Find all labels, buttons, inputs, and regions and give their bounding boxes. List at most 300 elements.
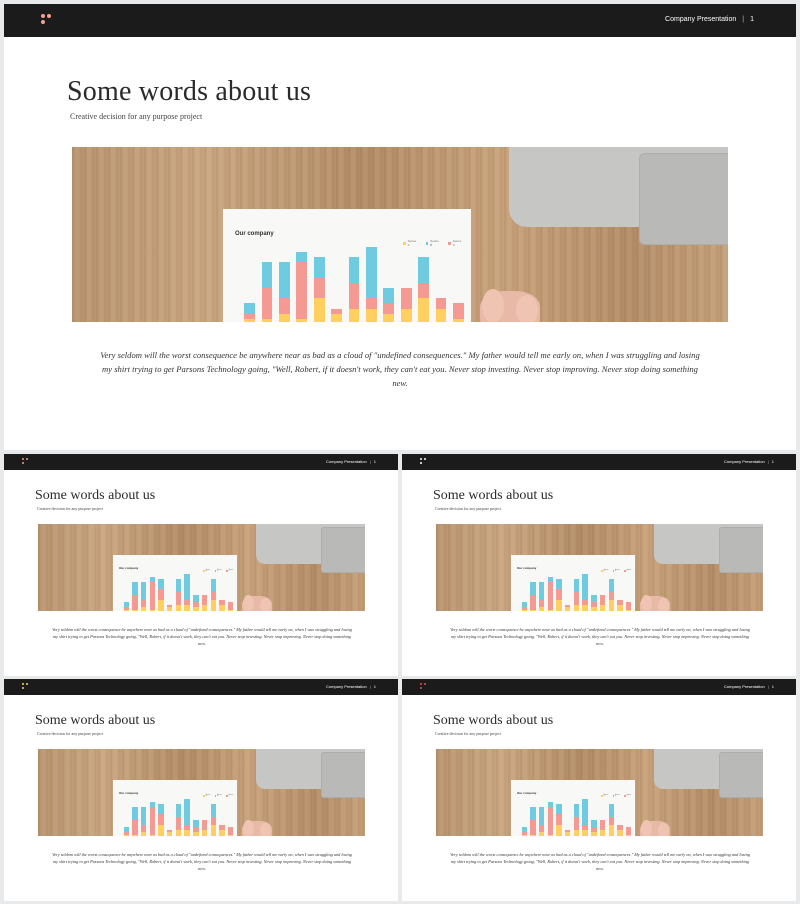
- paper-bar-chart: [520, 574, 633, 611]
- chart-bar-segment: [418, 283, 429, 298]
- paper-title: Our company: [119, 791, 139, 795]
- page-number: 1: [771, 459, 774, 464]
- chart-bar: [167, 605, 172, 611]
- logo-icon: [22, 458, 29, 466]
- chart-bar-segment: [539, 832, 544, 836]
- chart-bar-segment: [176, 605, 181, 611]
- chart-bar-segment: [132, 582, 137, 595]
- top-nav: [326, 459, 376, 464]
- chart-bar-segment: [176, 817, 181, 830]
- chart-bar: [548, 577, 553, 611]
- legend-item: Series A: [203, 570, 211, 572]
- top-bar: [402, 679, 796, 695]
- chart-bar-segment: [349, 283, 360, 309]
- chart-bar-segment: [141, 607, 146, 611]
- page-number: 1: [373, 459, 376, 464]
- chart-bar: [565, 830, 570, 836]
- nav-separator: |: [369, 684, 371, 689]
- chart-bar-segment: [176, 830, 181, 836]
- nav-title: Company Presentation: [326, 459, 367, 464]
- page-number: 1: [750, 16, 754, 23]
- paper-title: Our company: [517, 566, 537, 570]
- logo-icon: [420, 683, 427, 691]
- chart-bar-segment: [349, 309, 360, 323]
- chart-bar-segment: [556, 579, 561, 589]
- chart-bar-segment: [132, 820, 137, 835]
- chart-bar-segment: [331, 314, 342, 322]
- chart-bar-segment: [202, 820, 207, 830]
- chart-bar-segment: [609, 579, 614, 592]
- paper-legend: [601, 795, 636, 797]
- chart-bar-segment: [228, 610, 233, 611]
- chart-paper: [113, 780, 237, 836]
- nav-title[interactable]: Company Presentation: [665, 16, 737, 23]
- chart-bar-segment: [530, 820, 535, 835]
- main-slide[interactable]: [4, 4, 796, 450]
- chart-bar: [626, 602, 631, 611]
- chart-bar-segment: [184, 605, 189, 611]
- desk-photo: [38, 749, 365, 836]
- legend-item: Series B: [426, 239, 441, 247]
- hand-image: [480, 291, 540, 322]
- chart-bar: [609, 804, 614, 836]
- chart-bar-segment: [453, 319, 464, 322]
- chart-bar: [582, 799, 587, 836]
- chart-bar-segment: [193, 832, 198, 836]
- paper-bar-chart: [241, 247, 467, 322]
- chart-bar-segment: [279, 298, 290, 313]
- chart-bar-segment: [609, 804, 614, 817]
- chart-bar-segment: [279, 314, 290, 322]
- chart-bar: [349, 257, 360, 322]
- body-paragraph: Very seldom will the worst consequence be anywhere near as bad as a cloud of "undefined consequences." My father would tell me early on, when I was struggling and losing my shirt trying to get Parsons Technology going, "Well, Robert, if it doesn't work, they can't eat you. Never stop investing. Never stop improving. Never stop doing something new.: [100, 350, 700, 388]
- chart-bar-segment: [383, 303, 394, 313]
- chart-bar-segment: [193, 607, 198, 611]
- chart-bar: [556, 804, 561, 836]
- desk-photo: [436, 524, 763, 611]
- chart-bar: [548, 802, 553, 836]
- chart-bar-segment: [366, 298, 377, 308]
- chart-bar-segment: [436, 298, 447, 308]
- chart-bar: [184, 574, 189, 611]
- nav-separator: |: [742, 16, 745, 23]
- top-nav: [724, 459, 774, 464]
- chart-bar-segment: [202, 605, 207, 611]
- top-nav: [326, 684, 376, 689]
- chart-bar-segment: [211, 592, 216, 600]
- logo-icon: [41, 14, 53, 28]
- chart-paper: [511, 555, 635, 611]
- laptop-image: [256, 749, 365, 789]
- chart-bar: [211, 579, 216, 611]
- chart-bar: [150, 577, 155, 611]
- chart-bar-segment: [158, 589, 163, 599]
- chart-bar-segment: [609, 592, 614, 600]
- chart-bar-segment: [158, 825, 163, 836]
- chart-bar-segment: [202, 595, 207, 605]
- chart-bar-segment: [609, 817, 614, 825]
- chart-bar-segment: [167, 832, 172, 836]
- chart-bar-segment: [530, 595, 535, 610]
- chart-bar: [141, 582, 146, 611]
- chart-bar-segment: [366, 247, 377, 298]
- chart-bar-segment: [150, 582, 155, 610]
- chart-bar: [418, 257, 429, 322]
- chart-bar-segment: [600, 830, 605, 836]
- chart-bar-segment: [132, 610, 137, 611]
- chart-bar: [279, 262, 290, 322]
- legend-item: Series B: [613, 795, 621, 797]
- chart-bar: [436, 298, 447, 322]
- chart-bar-segment: [591, 820, 596, 828]
- slide-thumbnail[interactable]: [4, 679, 398, 901]
- legend-item: Series B: [215, 570, 223, 572]
- slide-thumbnail[interactable]: [4, 454, 398, 676]
- chart-bar: [176, 804, 181, 836]
- chart-bar-segment: [244, 319, 255, 322]
- chart-bar: [228, 602, 233, 611]
- chart-bar-segment: [539, 600, 544, 608]
- chart-bar-segment: [574, 579, 579, 592]
- chart-bar-segment: [193, 595, 198, 603]
- paper-bar-chart: [122, 574, 235, 611]
- page-title: Some words about us: [35, 488, 156, 503]
- chart-bar-segment: [366, 309, 377, 323]
- chart-bar-segment: [132, 835, 137, 836]
- chart-bar: [556, 579, 561, 611]
- legend-item: Series A: [203, 795, 211, 797]
- chart-bar-segment: [574, 817, 579, 830]
- chart-bar: [530, 807, 535, 836]
- page-title: Some words about us: [433, 713, 554, 728]
- chart-bar: [193, 595, 198, 612]
- chart-bar-segment: [556, 825, 561, 836]
- chart-bar: [296, 252, 307, 322]
- legend-item: Series C: [226, 795, 234, 797]
- chart-bar: [617, 600, 622, 611]
- paper-title: Our company: [517, 791, 537, 795]
- page-number: 1: [373, 684, 376, 689]
- hand-image: [640, 821, 670, 836]
- chart-bar-segment: [219, 605, 224, 611]
- chart-bar-segment: [600, 820, 605, 830]
- desk-photo: [38, 524, 365, 611]
- page-title: Some words about us: [67, 76, 312, 107]
- chart-bar-segment: [158, 804, 163, 814]
- chart-bar-segment: [574, 605, 579, 611]
- chart-bar: [202, 820, 207, 837]
- logo-icon: [420, 458, 427, 466]
- chart-bar-segment: [591, 607, 596, 611]
- chart-bar-segment: [262, 262, 273, 288]
- chart-bar: [228, 827, 233, 836]
- chart-bar: [617, 825, 622, 836]
- chart-bar-segment: [150, 835, 155, 836]
- chart-bar-segment: [522, 610, 527, 611]
- chart-bar: [591, 595, 596, 612]
- chart-bar-segment: [349, 257, 360, 283]
- chart-bar-segment: [124, 610, 129, 611]
- chart-bar-segment: [539, 807, 544, 825]
- chart-bar-segment: [539, 607, 544, 611]
- chart-bar-segment: [132, 595, 137, 610]
- body-paragraph: Very seldom will the worst consequence be anywhere near as bad as a cloud of "undefined consequences." My father would tell me early on, when I was struggling and losing my shirt trying to get Parsons Technology going, "Well, Robert, if it doesn't work, they can't eat you. Never stop investing. Never stop improving. Never stop doing something new.: [52, 852, 352, 871]
- legend-item: Series C: [624, 570, 632, 572]
- chart-bar-segment: [176, 592, 181, 605]
- chart-bar: [626, 827, 631, 836]
- chart-bar-segment: [244, 303, 255, 313]
- hand-image: [640, 596, 670, 611]
- chart-bar-segment: [574, 830, 579, 836]
- page-subtitle: Creative decision for any purpose project: [435, 506, 502, 511]
- chart-bar-segment: [556, 600, 561, 611]
- chart-bar: [314, 257, 325, 322]
- chart-bar-segment: [565, 607, 570, 611]
- chart-bar: [609, 579, 614, 611]
- chart-bar-segment: [530, 807, 535, 820]
- chart-bar-segment: [548, 610, 553, 611]
- chart-bar-segment: [184, 574, 189, 600]
- page-title: Some words about us: [35, 713, 156, 728]
- chart-bar-segment: [202, 830, 207, 836]
- chart-bar-segment: [582, 830, 587, 836]
- chart-bar-segment: [548, 835, 553, 836]
- chart-bar: [193, 820, 198, 837]
- nav-title: Company Presentation: [326, 684, 367, 689]
- laptop-image: [256, 524, 365, 564]
- chart-bar-segment: [141, 807, 146, 825]
- chart-bar-segment: [548, 807, 553, 835]
- chart-bar-segment: [626, 610, 631, 611]
- chart-bar-segment: [228, 835, 233, 836]
- chart-bar: [574, 579, 579, 611]
- chart-bar-segment: [176, 579, 181, 592]
- legend-item: Series C: [226, 570, 234, 572]
- chart-bar: [565, 605, 570, 611]
- nav-separator: |: [767, 459, 769, 464]
- chart-bar-segment: [626, 827, 631, 835]
- chart-bar: [383, 288, 394, 322]
- chart-bar: [262, 262, 273, 322]
- legend-item: Series B: [215, 795, 223, 797]
- chart-bar-segment: [530, 582, 535, 595]
- chart-bar-segment: [141, 825, 146, 833]
- chart-bar-segment: [158, 600, 163, 611]
- chart-bar-segment: [617, 605, 622, 611]
- chart-bar-segment: [296, 252, 307, 262]
- body-paragraph: Very seldom will the worst consequence be anywhere near as bad as a cloud of "undefined consequences." My father would tell me early on, when I was struggling and losing my shirt trying to get Parsons Technology going, "Well, Robert, if it doesn't work, they can't eat you. Never stop investing. Never stop improving. Never stop doing something new.: [450, 627, 750, 646]
- chart-bar-segment: [184, 830, 189, 836]
- chart-bar: [184, 799, 189, 836]
- chart-bar-segment: [582, 799, 587, 825]
- chart-bar: [132, 582, 137, 611]
- nav-separator: |: [369, 459, 371, 464]
- chart-bar-segment: [314, 298, 325, 322]
- body-paragraph: Very seldom will the worst consequence be anywhere near as bad as a cloud of "undefined consequences." My father would tell me early on, when I was struggling and losing my shirt trying to get Parsons Technology going, "Well, Robert, if it doesn't work, they can't eat you. Never stop investing. Never stop improving. Never stop doing something new.: [52, 627, 352, 646]
- chart-bar-segment: [211, 825, 216, 836]
- chart-bar: [124, 602, 129, 611]
- chart-bar-segment: [453, 303, 464, 318]
- chart-bar-segment: [401, 309, 412, 323]
- chart-bar: [453, 303, 464, 322]
- chart-bar: [158, 804, 163, 836]
- legend-item: Series C: [448, 239, 463, 247]
- chart-bar-segment: [582, 574, 587, 600]
- chart-bar: [574, 804, 579, 836]
- chart-bar: [244, 303, 255, 322]
- chart-bar-segment: [211, 579, 216, 592]
- top-bar: [4, 454, 398, 470]
- legend-item: Series A: [403, 239, 418, 247]
- page-number: 1: [771, 684, 774, 689]
- chart-bar-segment: [211, 600, 216, 611]
- chart-bar-segment: [262, 288, 273, 319]
- chart-bar: [132, 807, 137, 836]
- chart-bar-segment: [383, 288, 394, 303]
- chart-bar: [331, 309, 342, 323]
- page-title: Some words about us: [433, 488, 554, 503]
- chart-paper: [511, 780, 635, 836]
- chart-bar-segment: [609, 825, 614, 836]
- chart-bar-segment: [150, 610, 155, 611]
- nav-title: Company Presentation: [724, 684, 765, 689]
- chart-bar: [167, 830, 172, 836]
- chart-bar-segment: [211, 817, 216, 825]
- top-nav: [665, 16, 754, 23]
- slide-thumbnail[interactable]: [402, 454, 796, 676]
- logo-icon: [22, 683, 29, 691]
- chart-bar-segment: [296, 319, 307, 322]
- chart-bar-segment: [150, 807, 155, 835]
- chart-bar: [539, 582, 544, 611]
- page-subtitle: Creative decision for any purpose project: [37, 506, 104, 511]
- chart-bar-segment: [418, 298, 429, 322]
- chart-paper: [113, 555, 237, 611]
- chart-bar: [600, 595, 605, 612]
- chart-bar-segment: [158, 579, 163, 589]
- chart-bar-segment: [262, 319, 273, 322]
- paper-bar-chart: [520, 799, 633, 836]
- chart-bar-segment: [418, 257, 429, 283]
- page-subtitle: Creative decision for any purpose project: [37, 731, 104, 736]
- chart-bar-segment: [158, 814, 163, 824]
- chart-bar: [211, 804, 216, 836]
- chart-bar-segment: [141, 600, 146, 608]
- chart-bar-segment: [522, 835, 527, 836]
- nav-title: Company Presentation: [724, 459, 765, 464]
- chart-bar-segment: [600, 595, 605, 605]
- paper-legend: [203, 570, 238, 572]
- chart-bar: [176, 579, 181, 611]
- chart-bar: [219, 600, 224, 611]
- chart-bar: [202, 595, 207, 612]
- chart-bar: [401, 288, 412, 322]
- page-subtitle: Creative decision for any purpose project: [70, 112, 203, 121]
- paper-title: Our company: [235, 231, 274, 237]
- chart-bar-segment: [539, 582, 544, 600]
- chart-bar-segment: [193, 820, 198, 828]
- paper-title: Our company: [119, 566, 139, 570]
- nav-separator: |: [767, 684, 769, 689]
- chart-bar: [141, 807, 146, 836]
- chart-bar: [591, 820, 596, 837]
- body-paragraph: Very seldom will the worst consequence be anywhere near as bad as a cloud of "undefined consequences." My father would tell me early on, when I was struggling and losing my shirt trying to get Parsons Technology going, "Well, Robert, if it doesn't work, they can't eat you. Never stop investing. Never stop improving. Never stop doing something new.: [450, 852, 750, 871]
- chart-bar-segment: [383, 314, 394, 322]
- hand-image: [242, 821, 272, 836]
- legend-item: Series B: [613, 570, 621, 572]
- legend-item: Series A: [601, 795, 609, 797]
- top-bar: [4, 4, 796, 37]
- chart-bar-segment: [556, 589, 561, 599]
- chart-bar-segment: [184, 799, 189, 825]
- chart-bar-segment: [436, 309, 447, 323]
- chart-bar-segment: [556, 804, 561, 814]
- paper-legend: [203, 795, 238, 797]
- chart-bar-segment: [124, 835, 129, 836]
- chart-bar-segment: [556, 814, 561, 824]
- chart-bar-segment: [582, 605, 587, 611]
- chart-bar-segment: [574, 804, 579, 817]
- chart-bar-segment: [539, 825, 544, 833]
- chart-bar-segment: [228, 827, 233, 835]
- laptop-image: [509, 147, 728, 227]
- chart-bar-segment: [167, 607, 172, 611]
- top-bar: [402, 454, 796, 470]
- chart-bar: [158, 579, 163, 611]
- paper-bar-chart: [122, 799, 235, 836]
- chart-bar-segment: [141, 832, 146, 836]
- chart-bar-segment: [401, 288, 412, 309]
- chart-bar: [530, 582, 535, 611]
- chart-bar-segment: [296, 262, 307, 318]
- chart-bar-segment: [530, 835, 535, 836]
- desk-photo: [436, 749, 763, 836]
- chart-bar-segment: [591, 595, 596, 603]
- chart-bar-segment: [228, 602, 233, 610]
- legend-item: Series A: [601, 570, 609, 572]
- chart-bar: [600, 820, 605, 837]
- chart-bar: [150, 802, 155, 836]
- chart-bar: [124, 827, 129, 836]
- chart-bar-segment: [314, 257, 325, 278]
- chart-bar-segment: [314, 278, 325, 299]
- chart-bar-segment: [530, 610, 535, 611]
- chart-paper: [223, 209, 471, 322]
- chart-bar-segment: [141, 582, 146, 600]
- chart-bar-segment: [600, 605, 605, 611]
- paper-legend: [403, 239, 471, 247]
- paper-legend: [601, 570, 636, 572]
- chart-bar: [219, 825, 224, 836]
- chart-bar-segment: [609, 600, 614, 611]
- chart-bar-segment: [626, 602, 631, 610]
- chart-bar-segment: [132, 807, 137, 820]
- top-bar: [4, 679, 398, 695]
- chart-bar-segment: [211, 804, 216, 817]
- laptop-image: [654, 524, 763, 564]
- chart-bar-segment: [219, 830, 224, 836]
- chart-bar-segment: [176, 804, 181, 817]
- chart-bar: [522, 602, 527, 611]
- hand-image: [242, 596, 272, 611]
- chart-bar: [539, 807, 544, 836]
- desk-photo: [72, 147, 728, 322]
- chart-bar-segment: [574, 592, 579, 605]
- chart-bar: [522, 827, 527, 836]
- chart-bar-segment: [279, 262, 290, 298]
- chart-bar-segment: [626, 835, 631, 836]
- slide-thumbnail[interactable]: [402, 679, 796, 901]
